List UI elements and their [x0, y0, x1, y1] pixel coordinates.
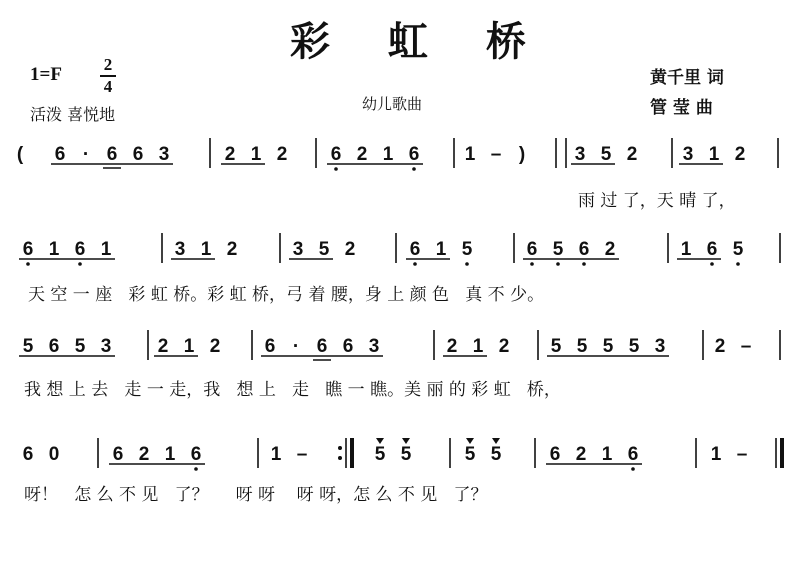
- composer-credit: 管 莹 曲: [650, 98, 713, 118]
- note-3-5-2: 1: [601, 444, 613, 465]
- note-1-5-0: 1: [680, 239, 692, 260]
- time-signature-bottom: 4: [103, 77, 113, 96]
- note-3-6-0: 1: [710, 444, 722, 465]
- note-0-5-1: 5: [600, 144, 612, 165]
- note-0-5-2: 2: [626, 144, 638, 165]
- note-0-2-2: 2: [276, 144, 288, 165]
- note-1-0-2: 6: [74, 239, 86, 260]
- note-0-1-0: 6: [54, 144, 66, 165]
- low-octave-dot: [710, 262, 714, 266]
- note-0-4-1: –: [490, 144, 502, 165]
- final-barline-thick: [780, 438, 784, 468]
- low-octave-dot: [78, 262, 82, 266]
- note-1-5-2: 5: [732, 239, 744, 260]
- note-1-1-1: 1: [200, 239, 212, 260]
- note-3-4-1: 5: [490, 444, 502, 465]
- note-1-4-3: 2: [604, 239, 616, 260]
- note-2-2-2: 6: [316, 336, 328, 357]
- note-2-0-0: 5: [22, 336, 34, 357]
- note-3-3-0: 5: [374, 444, 386, 465]
- repeat-barline-thick: [350, 438, 354, 468]
- lyricist-credit: 黄千里 词: [650, 68, 724, 88]
- low-octave-dot: [334, 167, 338, 171]
- note-2-1-1: 1: [183, 336, 195, 357]
- note-2-3-1: 1: [472, 336, 484, 357]
- note-2-4-2: 5: [602, 336, 614, 357]
- repeat-dot-top: [338, 446, 342, 450]
- note-0-1-3: 6: [132, 144, 144, 165]
- time-signature-top: 2: [103, 55, 113, 74]
- note-3-4-0: 5: [464, 444, 476, 465]
- note-1-1-2: 2: [226, 239, 238, 260]
- lyric-line-2-0: 我 想 上 去 走 一 走，我 想 上 走 瞧 一 瞧。美 丽 的 彩 虹 桥，: [24, 380, 561, 400]
- note-2-3-0: 2: [446, 336, 458, 357]
- note-3-1-3: 6: [190, 444, 202, 465]
- note-0-0-0: (: [16, 144, 24, 165]
- note-3-1-2: 1: [164, 444, 176, 465]
- note-0-2-0: 2: [224, 144, 236, 165]
- note-1-0-1: 1: [48, 239, 60, 260]
- note-3-2-0: 1: [270, 444, 282, 465]
- note-1-4-0: 6: [526, 239, 538, 260]
- note-1-3-1: 1: [435, 239, 447, 260]
- note-0-3-2: 1: [382, 144, 394, 165]
- low-octave-dot: [465, 262, 469, 266]
- note-2-4-1: 5: [576, 336, 588, 357]
- note-2-0-2: 5: [74, 336, 86, 357]
- lyric-line-0-0: 雨 过 了，天 晴 了，: [578, 191, 736, 211]
- note-1-2-0: 3: [292, 239, 304, 260]
- note-2-1-2: 2: [209, 336, 221, 357]
- note-3-6-1: –: [736, 444, 748, 465]
- note-2-2-1: ·: [292, 336, 300, 357]
- low-octave-dot: [582, 262, 586, 266]
- low-octave-dot: [530, 262, 534, 266]
- note-3-1-1: 2: [138, 444, 150, 465]
- note-0-3-3: 6: [408, 144, 420, 165]
- note-1-4-1: 5: [552, 239, 564, 260]
- note-0-3-1: 2: [356, 144, 368, 165]
- note-0-5-0: 3: [574, 144, 586, 165]
- note-2-4-3: 5: [628, 336, 640, 357]
- note-1-4-2: 6: [578, 239, 590, 260]
- note-2-5-1: –: [740, 336, 752, 357]
- note-1-5-1: 6: [706, 239, 718, 260]
- note-0-2-1: 1: [250, 144, 262, 165]
- low-octave-dot: [631, 467, 635, 471]
- note-0-4-2: ): [518, 144, 526, 165]
- note-1-1-0: 3: [174, 239, 186, 260]
- note-2-2-0: 6: [264, 336, 276, 357]
- note-1-3-2: 5: [461, 239, 473, 260]
- note-2-2-3: 6: [342, 336, 354, 357]
- note-0-6-2: 2: [734, 144, 746, 165]
- note-3-3-1: 5: [400, 444, 412, 465]
- note-2-0-1: 6: [48, 336, 60, 357]
- lyric-line-1-0: 天 空 一 座 彩 虹 桥。彩 虹 桥，弓 着 腰，身 上 颜 色 真 不 少。: [28, 285, 545, 305]
- note-0-1-1: ·: [82, 144, 90, 165]
- low-octave-dot: [556, 262, 560, 266]
- note-2-0-3: 3: [100, 336, 112, 357]
- note-1-0-0: 6: [22, 239, 34, 260]
- genre-label: 幼儿歌曲: [362, 95, 423, 113]
- note-3-1-0: 6: [112, 444, 124, 465]
- note-3-0-1: 0: [48, 444, 60, 465]
- note-1-2-2: 2: [344, 239, 356, 260]
- note-1-2-1: 5: [318, 239, 330, 260]
- note-0-3-0: 6: [330, 144, 342, 165]
- note-2-1-0: 2: [157, 336, 169, 357]
- lyric-line-3-0: 呀！ 怎 么 不 见 了？ 呀 呀 呀 呀，怎 么 不 见 了？: [24, 485, 488, 505]
- note-0-6-0: 3: [682, 144, 694, 165]
- note-3-5-1: 2: [575, 444, 587, 465]
- note-2-2-4: 3: [368, 336, 380, 357]
- note-1-0-3: 1: [100, 239, 112, 260]
- low-octave-dot: [26, 262, 30, 266]
- low-octave-dot: [194, 467, 198, 471]
- note-2-4-4: 3: [654, 336, 666, 357]
- note-1-3-0: 6: [409, 239, 421, 260]
- tempo-marking: 活泼 喜悦地: [30, 105, 116, 124]
- note-3-5-0: 6: [549, 444, 561, 465]
- low-octave-dot: [413, 262, 417, 266]
- repeat-dot-bottom: [338, 456, 342, 460]
- note-3-5-3: 6: [627, 444, 639, 465]
- note-0-1-2: 6: [106, 144, 118, 165]
- note-3-0-0: 6: [22, 444, 34, 465]
- key-signature: 1=F: [30, 64, 62, 85]
- note-0-1-4: 3: [158, 144, 170, 165]
- low-octave-dot: [412, 167, 416, 171]
- note-3-2-1: –: [296, 444, 308, 465]
- note-2-4-0: 5: [550, 336, 562, 357]
- note-0-4-0: 1: [464, 144, 476, 165]
- note-2-5-0: 2: [714, 336, 726, 357]
- note-0-6-1: 1: [708, 144, 720, 165]
- song-title: 彩 虹 桥: [290, 18, 548, 65]
- low-octave-dot: [736, 262, 740, 266]
- note-2-3-2: 2: [498, 336, 510, 357]
